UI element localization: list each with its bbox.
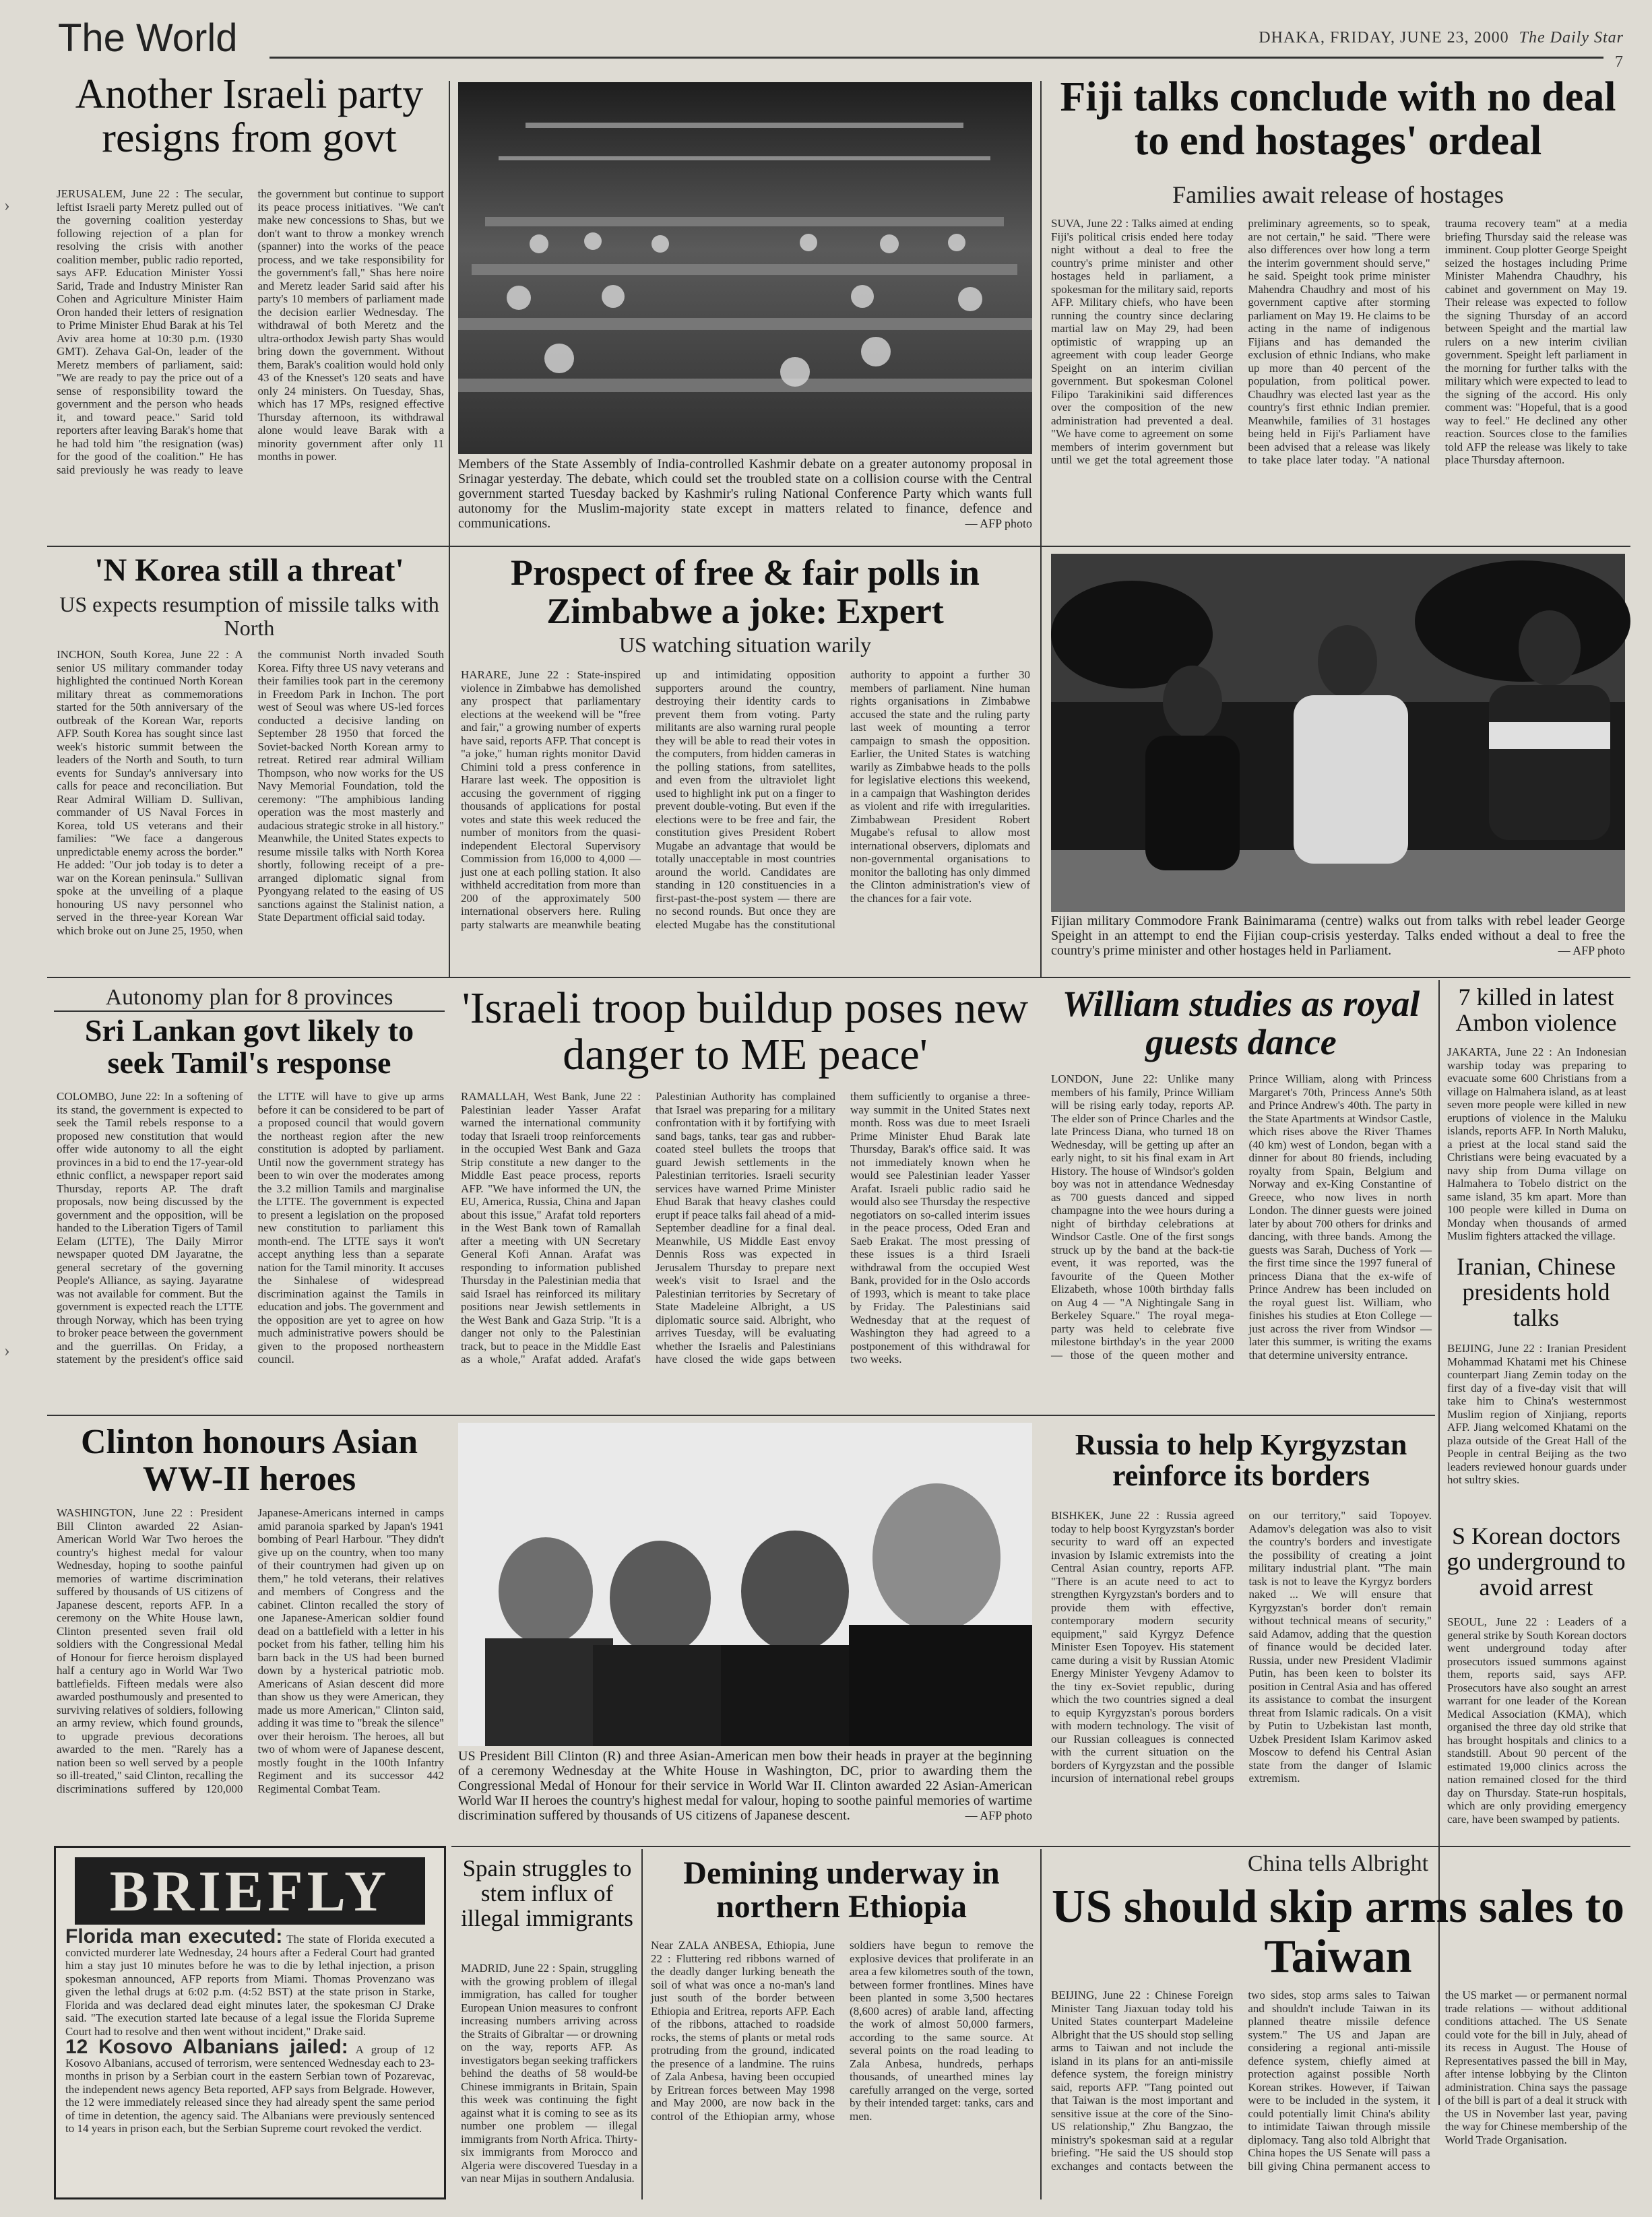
headline: Another Israeli party resigns from govt xyxy=(75,71,424,162)
headline: Demining underway in northern Ethiopia xyxy=(683,1855,1000,1925)
article-body: SUVA, June 22 : Talks aimed at ending Fiji's political crisis ended here today night without a deal to free the country's prime minister and other hostages held in parliament, a spokesman for the military said, reports AFP. Military chiefs, who have been running the country since declaring martial law on May 29, had been optimistic of wrapping up an agreement with coup leader George Speight on an interim civilian government. But spokesman Colonel Filipo Tarakinikini said differences over the composition of the new administration had prevented a deal. "We have come to agreement on some members of interim government but until we get the total agreement those preliminary agreements, so to speak, are not certain," he said. "There were also differences over how long a term the interim government should serve," he said. Speight took prime minister Mahendra Chaudhry and most of his government captive after storming parliament on May 19. He claims to be acting in the name of indigenous Fijians and has demanded the exclusion of ethnic Indians, who make up more than 40 percent of the population, from political power. Chaudhry was elected last year as the country's first ethnic Indian premier. Meanwhile, families of 31 hostages being held in Fiji's Parliament have been advised that a release was likely to take place later today. "A national trauma recovery team" at a media briefing Thursday said the release was imminent. Coup plotter George Speight seized the hostages including Prime Minister Mahendra Chaudhry, his cabinet and government on May 19. Their release was expected to follow the signing Thursday of an accord between Speight and the martial law rulers on a new interim civilian government. Speight left parliament in the morning for further talks with the military which were expected to lead to the signing of the accord. His only comment was: "Hopeful, that is a good way to feel." He declined any other reaction. Sources close to the families told AFP the release was likely to take place Thursday afternoon. xyxy=(1051,217,1627,466)
article-body: RAMALLAH, West Bank, June 22 : Palestinian leader Yasser Arafat warned the international community today that Israeli troop reinforcements in the occupied West Bank and Gaza Strip constitute a new danger to the Middle East peace process, reports AFP. "We have informed the UN, the EU, America, Russia, China and Japan about this issue," Arafat told reporters in the West Bank town of Ramallah after a meeting with UN Secretary General Kofi Annan. Arafat was responding to information published Thursday in the Palestinian media that said Israel has reinforced its military positions near Jewish settlements in the West Bank and Gaza Strip. "It is a danger not only to the Palestinian track, but to peace in the Middle East as a whole," Arafat added. Arafat's Palestinian Authority has complained that Israel was preparing for a military confrontation with it by fortifying with sand bags, tanks, tear gas and rubber-coated steel bullets the troops that guard Jewish settlements in the Palestinian territories. Israeli security services have warned Prime Minister Ehud Barak that heavy clashes could erupt if peace talks fail ahead of a mid-September deadline for a final deal. Meanwhile, US Middle East envoy Dennis Ross was expected in Jerusalem Thursday to prepare next week's visit to Israel and the Palestinian territories by Secretary of State Madeleine Albright, a US diplomatic source said. Albright, who arrives Tuesday, will be evaluating whether the Israelis and Palestinians have closed the wide gaps between them sufficiently to organise a three-way summit in the United States next month. Ross was due to meet Israeli Prime Minister Ehud Barak late Thursday, Barak's office said. It was not immediately known when he would see Palestinian leader Yasser Arafat. Israeli public radio said he would also see Thursday the respective negotiators on so-called interim issues in the peace process, Oded Eran and Saeb Erakat. The most pressing of these issues is a third Israeli withdrawal from the occupied West Bank, provided for in the Oslo accords of 1993, which is meant to take place by Friday. The Palestinians said Wednesday that at the request of Washington they had agreed to a postponement of this withdrawal for two weeks. xyxy=(461,1090,1030,1365)
subheadline: Families await release of hostages xyxy=(1172,181,1504,208)
caption-text: Fijian military Commodore Frank Bainimarama (centre) walks out from talks with rebel leader George Speight in an attempt to end the Fijian coup-crisis yesterday. Talks ended without a deal to free the country's prime minister and other hostages held in Parliament. xyxy=(1051,913,1625,958)
kicker: Autonomy plan for 8 provinces xyxy=(54,985,445,1012)
photo-credit: — AFP photo xyxy=(1558,944,1625,957)
divider xyxy=(641,1849,643,2199)
subheadline: US expects resumption of missile talks with North xyxy=(59,592,439,641)
masthead-rule xyxy=(269,57,1603,59)
headline: Russia to help Kyrgyzstan reinforce its borders xyxy=(1075,1428,1407,1493)
headline: Clinton honours Asian WW-II heroes xyxy=(81,1423,418,1498)
article-body: MADRID, June 22 : Spain, struggling with the growing problem of illegal immigration, has called for tougher European Union measures to confront increasing numbers arriving across the Straits of Gibraltar — or drowning on the way, reports AFP. As investigators began seeking traffickers behind the deaths of 58 would-be Chinese immigrants in Britain, Spain this week was continuing the fight against what it is coming to see as its number one problem — illegal immigrants from North Africa. Thirty-six immigrants from Morocco and Algeria were discovered Tuesday in a van near Mijas in southern Andalusia. xyxy=(461,1962,637,2185)
article-body: BEIJING, June 22 : Iranian President Mohammad Khatami met his Chinese counterpart Jiang Zemin today on the first day of a five-day visit that will take him to China's westernmost Muslim region of Xinjiang, reports AFP. Jiang welcomed Khatami on the plaza outside of the Great Hall of the People in central Beijing as the two leaders reviewed honour guards under hot sultry skies. xyxy=(1447,1342,1626,1486)
article-body: Near ZALA ANBESA, Ethiopia, June 22 : Fluttering red ribbons warned of the deadly danger lurking beneath the soil of what was once a no-man's land just south of the border between Ethiopia and Eritrea, reports AFP. Each of the ribbons, attached to roadside rocks, the stems of plants or metal rods protruding from the ground, indicated the presence of a landmine. The ruins of Zala Anbesa, having been occupied by Eritrean forces between May 1998 and May 2000, are now back in the control of the Ethiopian army, whose soldiers have begun to remove the explosive devices that proliferate in an area a few kilometres south of the town, between former frontlines. Mines have been planted in some 3,500 hectares (8,600 acres) of arable land, affecting the work of almost 50,000 farmers, according to the same source. At several points on the road leading to Zala Anbesa, hundreds, perhaps thousands, of unearthed mines lay carefully arranged on the verge, sorted by their intended target: tanks, cars and men. xyxy=(651,1939,1034,2123)
masthead-dateline xyxy=(1246,26,1624,71)
brief-text: A group of 12 Kosovo Albanians, accused of terrorism, were sentenced Wednesday each to 23-months in prison by a Serbian court in the eastern Serbian town of Pozarevac, the independent news agency Beta reported, AFP says from Belgrade. However, the 12 were immediately released since they had already spent the same period of time in detention, the agency said. The Albanians were previously sentenced to 14 years in prison each, but the Serbian Supreme court revoked the verdict. xyxy=(65,2043,435,2135)
divider xyxy=(1040,1849,1042,2199)
paper-name: The Daily Star xyxy=(1519,29,1624,46)
headline: 'N Korea still a threat' xyxy=(94,552,404,588)
briefly-items xyxy=(56,1925,444,2135)
briefly-box xyxy=(54,1846,446,2199)
headline: 'Israeli troop buildup poses new danger to ME peace' xyxy=(462,984,1029,1080)
photo-graphic xyxy=(1051,554,1625,912)
article-body: COLOMBO, June 22: In a softening of its stand, the government is expected to seek the Tamil rebels response to a proposed new constitution that would offer wide autonomy to all the eight provinces in a bid to end the 17-year-old ethnic conflict, a newspaper report said Thursday, reports AP. The draft proposals, now being discussed by the government and the opposition, will be handed to the Liberation Tigers of Tamil Eelam (LTTE), The Daily Mirror newspaper quoted DM Jayaratne, the general secretary of the governing People's Alliance, as saying. Jayaratne was not available for comment. But the government is expected reach the LTTE through Norway, which has been trying to broker peace between the government and the guerrillas. On Friday, a statement by the president's office said the LTTE will have to give up arms before it can be considered to be part of a proposed council that would govern the northeast region after the new constitution is adopted by parliament. Until now the government strategy has been to win over the moderates among the 3.2 million Tamils and marginalise the LTTE. The government is expected to present a legislation on the proposed new constitution to parliament this month-end. The LTTE says it won't accept anything less than a separate nation for the Tamil minority. It accuses the Sinhalese of widespread discrimination against the Tamils in education and jobs. The government and the opposition are yet to agree on how much administrative powers should be given to the proposed northeastern council. xyxy=(57,1090,444,1365)
headline: William studies as royal guests dance xyxy=(1062,984,1420,1062)
divider xyxy=(449,81,450,977)
headline: S Korean doctors go underground to avoid arrest xyxy=(1447,1522,1626,1601)
photo-graphic xyxy=(458,82,1032,454)
headline: Iranian, Chinese presidents hold talks xyxy=(1457,1253,1616,1331)
headline: US should skip arms sales to Taiwan xyxy=(1052,1881,1624,1983)
kashmir-assembly-photo xyxy=(458,82,1032,454)
subheadline: US watching situation warily xyxy=(618,633,872,657)
article-body: WASHINGTON, June 22 : President Bill Clinton awarded 22 Asian-American World War Two heroes the country's highest medal for valour Wednesday, hoping to soothe painful memories of wartime discrimination suffered by thousands of US citizens of Japanese descent, reports AFP. In a ceremony on the White House lawn, Clinton presented seven frail old soldiers with the Congressional Medal of Honour for fierce heroism displayed half a century ago in World War Two battlefields. Fifteen medals were also awarded posthumously and presented to surviving relatives of soldiers, following an army review, which found grounds, to upgrade previous decorations awarded to the men. "Rarely has a nation been so well served by a people so ill-treated," said Clinton, recalling the discriminations suffered by 120,000 Japanese-Americans interned in camps amid paranoia sparked by Japan's 1941 bombing of Pearl Harbour. "They didn't give up on the country, when too many of their countrymen had given up on them," he told veterans, their relatives and members of Congress and the cabinet. Clinton recalled the story of one Japanese-American soldier found dead on a battlefield with a letter in his pocket from his father, telling him his barn back in the US had been burned down by a hysterical patriotic mob. Americans of Asian descent did more than show us they were American, they made us more American," Clinton said, adding it was time to "break the silence" over their heroism. The heroes, all but two of whom were of Japanese descent, mostly fought in the 100th Infantry Regiment and its successor 442 Regimental Combat Team. xyxy=(57,1506,444,1795)
brief-text: The state of Florida executed a convicted murderer late Wednesday, 24 hours after a Federal Court had granted him a stay just 10 minutes before he was to die by lethal injection, a prison spokesman announced, AFP reports from Miami. Thomas Provenzano was given the lethal drugs at 6:02 p.m. (4:52 BST) at the state prison in Starke, Florida and was declared dead eight minutes later, the spokesman CJ Drake said. "The execution started late because of a legal issue the Florida Supreme Court had to resolve and then went without incident," Drake said. xyxy=(65,1933,435,2038)
article-body: LONDON, June 22: Unlike many members of his family, Prince William will be rising early today, reports AP. The elder son of Prince Charles and the late Princess Diana, who turned 18 on Wednesday, will be getting up after an early night, to sit his final exam in Art History. The house of Windsor's golden boy was not in attendance Wednesday as 700 guests danced and sipped champagne into the wee hours during a night of birthday celebrations at Windsor Castle. One of the first songs struck up by the band at the back-tie event, it was reported, was the favourite of the Queen Mother Elizabeth, whose 100th birthday falls on Aug 4 — "A Nightingale Sang in Berkeley Square." The royal mega-party was held to celebrate five milestone birthday's in the year 2000 — those of the queen mother and Prince William, along with Princess Margaret's 70th, Princess Anne's 50th and Prince Andrew's 40th. The party in the State Apartments at Windsor Castle, which rises above the River Thames (40 km) west of London, began with a dinner for about 80 friends, including royalty from Spain, Belgium and Norway and ex-King Constantine of Greece, who now lives in north London. The dinner guests were joined later by about 700 others for drinks and dancing, with three bands. Among the guests was Sarah, Duchess of York — the first time since the 1997 funeral of princess Diana that the ex-wife of Prince Andrew has been included on the royal guest list. William, who finishes his studies at Eton College — just across the river from Windsor — later this summer, is writing the exams that determine university entrance. xyxy=(1051,1072,1432,1361)
photo-caption xyxy=(1051,913,1625,971)
kicker: China tells Albright xyxy=(1247,1851,1429,1876)
section-title: The World xyxy=(58,16,238,60)
article-body: JAKARTA, June 22 : An Indonesian warship today was preparing to evacuate some 600 Christians from a village on Halmahera island, as at least seven more people were killed in new eruptions of violence in the Maluku islands, reports AFP. In North Maluku, a priest at the local stand said the Christians were being evacuated by a navy ship from Duma village on Halmahera to Tobelo district on the same island, 35 km apart. More than 100 people were killed in Duma on Monday when thousands of armed Muslim fighters attacked the village. xyxy=(1447,1046,1626,1242)
headline: Fiji talks conclude with no deal to end hostages' ordeal xyxy=(1060,74,1616,164)
article-body: SEOUL, June 22 : Leaders of a general strike by South Korean doctors went underground today after prosecutors issued summons against them, reports said, says AFP. Prosecutors have also sought an arrest warrant for one leader of the Korean Medical Association (KMA), which organised the three day old strike that has brought hospitals and clinics to a standstill. About 90 percent of the estimated 19,000 clinics across the nation remained closed for the third day on Thursday. State-run hospitals, which are only providing emergency care, have been swamped by patients. xyxy=(1447,1615,1626,1826)
divider xyxy=(1040,81,1042,977)
headline: Prospect of free & fair polls in Zimbabwe a joke: Expert xyxy=(511,552,980,631)
article-body: BISHKEK, June 22 : Russia agreed today to help boost Kyrgyzstan's border security to ward off an expected invasion by Islamic extremists into the Central Asian country, reports AFP. "There is an acute need to act to strengthen Kyrgyzstan's borders and to provide them with effective, contemporary modern security equipment," said Kyrgyz Defence Minister Esen Topoyev. His statement came during a visit by Russian Atomic Energy Minister Yevgeny Adamov to the tiny ex-Soviet republic, during which the two countries signed a deal to equip Kyrgyzstan's porous borders with modern technology. The visit of our Russian colleagues is connected with the current situation on the borders of Kyrgyzstan and the possible incursion of international rebel groups on our territory," said Topoyev. Adamov's delegation was also to visit the country's borders and investigate the possibility of creating a joint military industrial plant. "The main task is not to leave the Kyrgyz borders naked ... We will ensure that Kyrgyzstan's border don't remain without technical means of security," said Adamov, adding that the question of finance would be decided later. Russia, under new President Vladimir Putin, has been keen to bolster its position in Central Asia and has offered its assistance to combat the insurgent threat from Islamic radicals. On a visit by Putin to Uzbekistan last month, Uzbek President Islam Karimov asked Moscow to defend his Central Asian state from the danger of Islamic extremism. xyxy=(1051,1509,1432,1785)
photo-credit: — AFP photo xyxy=(965,517,1032,530)
divider xyxy=(451,1846,1630,1847)
divider xyxy=(47,977,1630,978)
divider xyxy=(47,546,1630,547)
headline: 7 killed in latest Ambon violence xyxy=(1455,984,1617,1036)
fiji-commodore-photo xyxy=(1051,554,1625,912)
brief-heading: 12 Kosovo Albanians jailed: xyxy=(65,2036,348,2058)
headline: Spain struggles to stem influx of illegal immigrants xyxy=(461,1855,633,1931)
page-number: 7 xyxy=(1615,53,1624,71)
divider xyxy=(47,1415,1435,1416)
photo-graphic xyxy=(458,1423,1032,1746)
dateline: DHAKA, FRIDAY, JUNE 23, 2000 xyxy=(1259,29,1509,46)
binding-mark: › xyxy=(4,1341,10,1360)
photo-credit: — AFP photo xyxy=(965,1809,1032,1822)
article-body: BEIJING, June 22 : Chinese Foreign Minister Tang Jiaxuan today told his United States counterpart Madeleine Albright that the US should stop selling arms to Taiwan and not include the island in its plans for an anti-missile defence system, the foreign ministry said, reports AFP. "Tang pointed out that Taiwan is the most important and sensitive issue at the core of the Sino-US relationship," Zhu Bangzao, the ministry's spokesman said at a regular briefing. "He said the US should stop exchanges and contacts between the two sides, stop arms sales to Taiwan and shouldn't include Taiwan in its planned theatre missile defence system." The US and Japan are considering a regional anti-missile defence system, chiefly aimed at protection against possible North Korean strikes. However, if Taiwan were to be included in the system, it could potentially limit China's ability to intimidate Taiwan through missile diplomacy. Tang also told Albright that China hopes the US Senate will pass a bill giving China permanent access to the US market — or permanent normal trade relations — without additional conditions attached. The US Senate could vote for the bill in July, ahead of its recess in August. The House of Representatives passed the bill in May, after intense lobbying by the Clinton administration. China says the passage of the bill is part of a deal it struck with the US in November last year, paving the way for Chinese membership of the World Trade Organisation. xyxy=(1051,1989,1627,2173)
article-body: JERUSALEM, June 22 : The secular, leftist Israeli party Meretz pulled out of the governing coalition yesterday following rejection of a plan for resolving the crisis with another coalition member, public radio reported, says AFP. Education Minister Yossi Sarid, Trade and Industry Minister Ran Cohen and Agriculture Minister Haim Oron handed their letters of resignation to Prime Minister Ehud Barak at his Tel Aviv area home at 10:30 p.m. (1930 GMT). Zehava Gal-On, leader of the Meretz members of parliament, said: "We are ready to pay the price out of a sense of responsibility toward the government and the person who heads it, and toward peace." Sarid told reporters after leaving Barak's home that he had told him "the resignation (was) for the good of the coalition." He has said previously he was ready to leave the government but continue to support its peace process initiatives. "We can't make new concessions to Shas, but we don't want to throw a monkey wrench (spanner) into the works of the peace process, and we take responsibility for the government's fall," Shas here noire and Meretz leader Sarid said after his party's 10 members of parliament made the decision earlier Wednesday. The withdrawal of both Meretz and the ultra-orthodox Jewish party Shas would bring down the government. Without them, Barak's coalition would hold only 43 of the Knesset's 120 seats and have only 24 ministers. On Tuesday, Shas, which has 17 MPs, resigned effective Thursday afternoon, its withdrawal alone would leave Barak with a minority government after only 11 months in power. xyxy=(57,187,444,476)
photo-caption xyxy=(458,457,1032,531)
headline: Sri Lankan govt likely to seek Tamil's response xyxy=(84,1013,414,1081)
briefly-logo: BRIEFLY xyxy=(75,1857,425,1925)
article-body: INCHON, South Korea, June 22 : A senior US military commander today highlighted the continued North Korean military threat as commemorations started for the 50th anniversary of the outbreak of the Korean War, reports AFP. South Korea has sought since last week's historic summit between the leaders of the North and South, to turn events for Sunday's anniversary into calls for peace and reconciliation. But Rear Admiral William D. Sullivan, commander of US Naval Forces in Korea, told US veterans and their families: "We face a dangerous unpredictable enemy across the border." He added: "Our job today is to deter a war on the Korean peninsula." Sullivan spoke at the unveiling of a plaque honouring US navy personnel who served in the three-year Korean War which broke out on June 25, 1950, when the communist North invaded South Korea. Fifty three US navy veterans and their families took part in the ceremony in Freedom Park in Inchon. The port west of Seoul was where US-led forces conducted a decisive landing on September 28 1950 that forced the Soviet-backed North Korean army to retreat. Retired rear admiral William Thompson, who now works for the US Navy Memorial Foundation, told the ceremony: "The amphibious landing operation was the most masterly and audacious strategic stroke in all history." Meanwhile, the United States expects to resume missile talks with North Korea shortly, following receipt of a pre-arranged diplomatic signal from Pyongyang related to the easing of US sanctions against the Stalinist nation, a State Department official said today. xyxy=(57,648,444,937)
binding-mark: › xyxy=(4,195,10,215)
photo-caption xyxy=(458,1749,1032,1838)
brief-heading: Florida man executed: xyxy=(65,1925,283,1948)
clinton-ceremony-photo xyxy=(458,1423,1032,1746)
caption-text: Members of the State Assembly of India-controlled Kashmir debate on a greater autonomy proposal in Srinagar yesterday. The debate, which could set the troubled state on a collision course with the Central government started Tuesday backed by Kashmir's ruling National Conference Party which wants full autonomy for the Muslim-majority state except in matters related to finance, defence and communications. xyxy=(458,457,1032,531)
article-body: HARARE, June 22 : State-inspired violence in Zimbabwe has demolished any prospect that parliamentary elections at the weekend will be "free and fair," a growing number of experts have said, reports AFP. That concept is "a joke," human rights monitor David Chimini told a press conference in Harare last week. The opposition is accusing the government of rigging thousands of applications for postal votes and state this week reduced the number of monitors from the quasi-independent Electoral Supervisory Commission from 16,000 to 4,000 — just one at each polling station. It also withheld accreditation from more than 200 of the approximately 500 international observers here. Ruling party stalwarts are meanwhile beating up and intimidating opposition supporters around the country, destroying their identity cards to prevent them from voting. Party militants are also warning rural people they will be able to read their votes in the computers, from hidden cameras in the polling stations, from satellites, and even from the ultraviolet light used to highlight ink put on a finger to prevent double-voting. But even if the elections were to be free and fair, the constitution gives President Robert Mugabe an advantage that would be totally unacceptable in most countries around the world. Candidates are standing in 120 constituencies in a first-past-the-post system — there are no second rounds. But once they are elected Mugabe has the constitutional authority to appoint a further 30 members of parliament. Nine human rights organisations in Zimbabwe accused the state and the ruling party last week of mounting a terror campaign to smash the opposition. Earlier, the United States is watching warily as Zimbabwe heads to the polls for legislative elections this weekend, in a campaign that Washington derides as violent and rife with irregularities. Zimbabwean President Robert Mugabe's refusal to allow most international observers, diplomats and non-governmental organisations to monitor the balloting has only dimmed the Clinton administration's view of the chances for a fair vote. xyxy=(461,668,1030,931)
caption-text: US President Bill Clinton (R) and three Asian-American men bow their heads in prayer at the beginning of a ceremony Wednesday at the White House in Washington, DC, prior to awarding them the Congressional Medal of Honour for their service in World War II. Clinton awarded 22 Asian-American World War II heroes the country's highest medal for valour, hoping to soothe painful memories of wartime discrimination suffered by thousands of US citizens of Japanese descent. xyxy=(458,1749,1032,1823)
